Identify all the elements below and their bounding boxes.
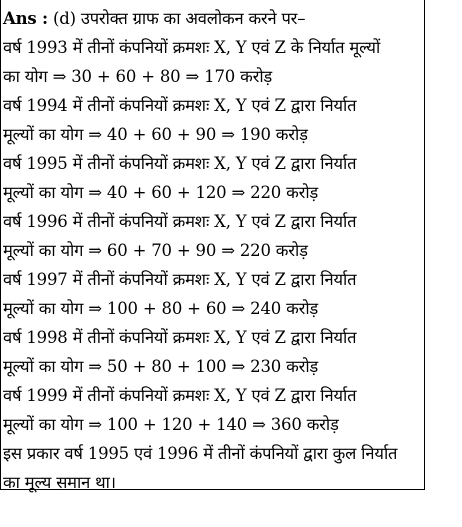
answer-label: Ans :	[3, 9, 48, 28]
answer-line-1997-b: मूल्यों का योग ⇒ 100 + 80 + 60 ⇒ 240 करोड़	[3, 299, 319, 318]
answer-line-1995-b: मूल्यों का योग ⇒ 40 + 60 + 120 ⇒ 220 करोड़	[3, 183, 319, 202]
answer-line-1996-a: वर्ष 1996 में तीनों कंपनियों क्रमशः X, Y एवं Z द्वारा निर्यात	[3, 212, 357, 231]
answer-line-1996-b: मूल्यों का योग ⇒ 60 + 70 + 90 ⇒ 220 करोड़	[3, 241, 308, 260]
conclusion-line-b: का मूल्य समान था।	[3, 473, 116, 492]
answer-line-1993-b: का योग ⇒ 30 + 60 + 80 ⇒ 170 करोड़	[3, 67, 273, 86]
answer-line-1999-b: मूल्यों का योग ⇒ 100 + 120 + 140 ⇒ 360 करोड़	[3, 415, 339, 434]
answer-line-1998-a: वर्ष 1998 में तीनों कंपनियों क्रमशः X, Y एवं Z द्वारा निर्यात	[3, 328, 357, 347]
answer-intro: उपरोक्त ग्राफ का अवलोकन करने पर–	[80, 9, 306, 28]
answer-line-1999-a: वर्ष 1999 में तीनों कंपनियों क्रमशः X, Y एवं Z द्वारा निर्यात	[3, 386, 357, 405]
answer-line-1993-a: वर्ष 1993 में तीनों कंपनियों क्रमशः X, Y एवं Z के निर्यात मूल्यों	[3, 38, 381, 57]
answer-option: (d)	[52, 9, 76, 28]
answer-line-1994-a: वर्ष 1994 में तीनों कंपनियों क्रमशः X, Y एवं Z द्वारा निर्यात	[3, 96, 357, 115]
answer-line-1998-b: मूल्यों का योग ⇒ 50 + 80 + 100 ⇒ 230 करोड़	[3, 357, 319, 376]
conclusion-line-a: इस प्रकार वर्ष 1995 एवं 1996 में तीनों कंपनियों द्वारा कुल निर्यात	[3, 444, 398, 463]
answer-line-1997-a: वर्ष 1997 में तीनों कंपनियों क्रमशः X, Y एवं Z द्वारा निर्यात	[3, 270, 357, 289]
answer-heading	[3, 4, 424, 33]
answer-line-1994-b: मूल्यों का योग ⇒ 40 + 60 + 90 ⇒ 190 करोड़	[3, 125, 308, 144]
answer-line-1995-a: वर्ष 1995 में तीनों कंपनियों क्रमशः X, Y एवं Z द्वारा निर्यात	[3, 154, 357, 173]
